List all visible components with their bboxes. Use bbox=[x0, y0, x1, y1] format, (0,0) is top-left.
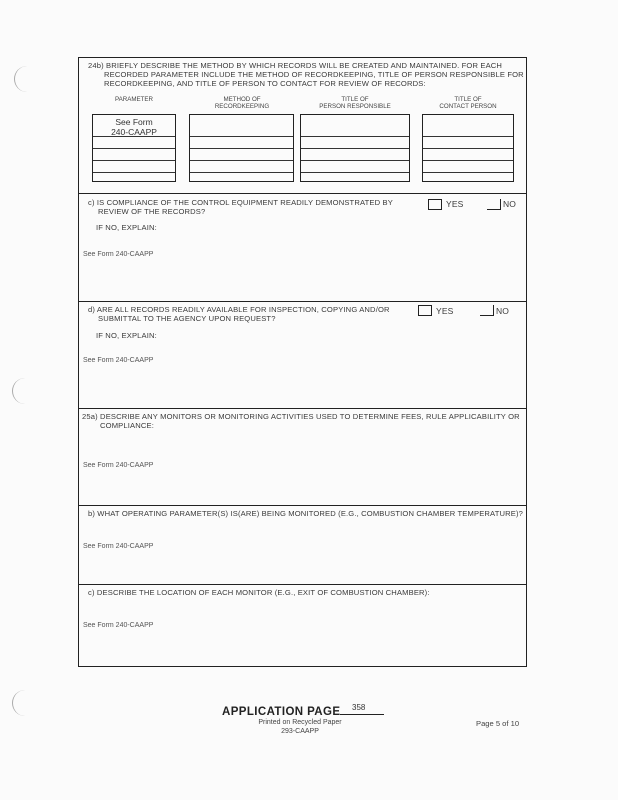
contact-person-table-box bbox=[422, 114, 514, 182]
section-c-no-checkbox[interactable] bbox=[487, 199, 501, 210]
application-page-number: 358 bbox=[352, 703, 366, 712]
section-d-question-line1: d) ARE ALL RECORDS READILY AVAILABLE FOR INSPECTION, COPYING AND/OR bbox=[88, 305, 390, 314]
parameter-cell-value: See Form 240-CAAPP bbox=[111, 117, 157, 137]
printed-on-recycled-paper: Printed on Recycled Paper bbox=[258, 719, 342, 726]
method-table-box bbox=[189, 114, 294, 182]
section-c2-response: See Form 240-CAAPP bbox=[83, 622, 154, 629]
section-d-response: See Form 240-CAAPP bbox=[83, 357, 154, 364]
section-d-no-label: NO bbox=[496, 306, 510, 316]
column-header-contact-person: TITLE OF CONTACT PERSON bbox=[439, 96, 497, 110]
section-25a-question-line2: COMPLIANCE: bbox=[100, 421, 154, 430]
column-header-person-responsible: TITLE OF PERSON RESPONSIBLE bbox=[319, 96, 391, 110]
section-c-question-line2: REVIEW OF THE RECORDS? bbox=[98, 207, 206, 216]
divider-25a bbox=[78, 505, 527, 506]
section-d-yes-checkbox[interactable] bbox=[418, 305, 432, 316]
section-d-no-checkbox[interactable] bbox=[480, 305, 494, 316]
binder-hole-top bbox=[14, 66, 35, 92]
person-responsible-table-box bbox=[300, 114, 410, 182]
section-c-question-line1: c) IS COMPLIANCE OF THE CONTROL EQUIPMENT READILY DEMONSTRATED BY bbox=[88, 198, 393, 207]
parameter-table-box bbox=[92, 114, 176, 182]
section-b-response: See Form 240-CAAPP bbox=[83, 543, 154, 550]
section-c-yes-label: YES bbox=[446, 199, 464, 209]
section-24b-line2: RECORDED PARAMETER INCLUDE THE METHOD OF RECORDKEEPING, TITLE OF PERSON RESPONSIBLE FOR bbox=[104, 70, 524, 79]
section-b-question: b) WHAT OPERATING PARAMETER(S) IS(ARE) BEING MONITORED (E.G., COMBUSTION CHAMBER TEMPERATURE)? bbox=[88, 509, 524, 518]
divider-b bbox=[78, 584, 527, 585]
section-d-yes-label: YES bbox=[436, 306, 454, 316]
form-code: 293-CAAPP bbox=[281, 728, 319, 735]
section-25a-question-line1: 25a) DESCRIBE ANY MONITORS OR MONITORING ACTIVITIES USED TO DETERMINE FEES, RULE APPLICABILITY OR bbox=[82, 412, 520, 421]
divider-c bbox=[78, 301, 527, 302]
section-c-no-label: NO bbox=[503, 199, 517, 209]
section-c-yes-checkbox[interactable] bbox=[428, 199, 442, 210]
column-header-method: METHOD OF RECORDKEEPING bbox=[214, 96, 270, 110]
section-c2-question: c) DESCRIBE THE LOCATION OF EACH MONITOR (E.G., EXIT OF COMBUSTION CHAMBER): bbox=[88, 588, 430, 597]
divider-24b bbox=[78, 193, 527, 194]
section-d-question-line2: SUBMITTAL TO THE AGENCY UPON REQUEST? bbox=[98, 314, 276, 323]
section-c-response: See Form 240-CAAPP bbox=[83, 251, 154, 258]
section-25a-response: See Form 240-CAAPP bbox=[83, 462, 154, 469]
page-number-underline bbox=[340, 714, 384, 715]
page-of-count: Page 5 of 10 bbox=[476, 719, 520, 728]
section-d-explain-label: IF NO, EXPLAIN: bbox=[96, 331, 157, 340]
section-c-explain-label: IF NO, EXPLAIN: bbox=[96, 223, 157, 232]
section-24b-line3: RECORDKEEPING, AND TITLE OF PERSON TO CONTACT FOR REVIEW OF RECORDS: bbox=[104, 79, 426, 88]
divider-d bbox=[78, 408, 527, 409]
section-24b-line1: 24b) BRIEFLY DESCRIBE THE METHOD BY WHICH RECORDS WILL BE CREATED AND MAINTAINED. FOR EACH bbox=[88, 61, 503, 70]
column-header-parameter: PARAMETER bbox=[114, 96, 154, 103]
application-page-label: APPLICATION PAGE bbox=[222, 706, 341, 718]
binder-hole-middle bbox=[12, 378, 33, 404]
binder-hole-bottom bbox=[12, 690, 33, 716]
